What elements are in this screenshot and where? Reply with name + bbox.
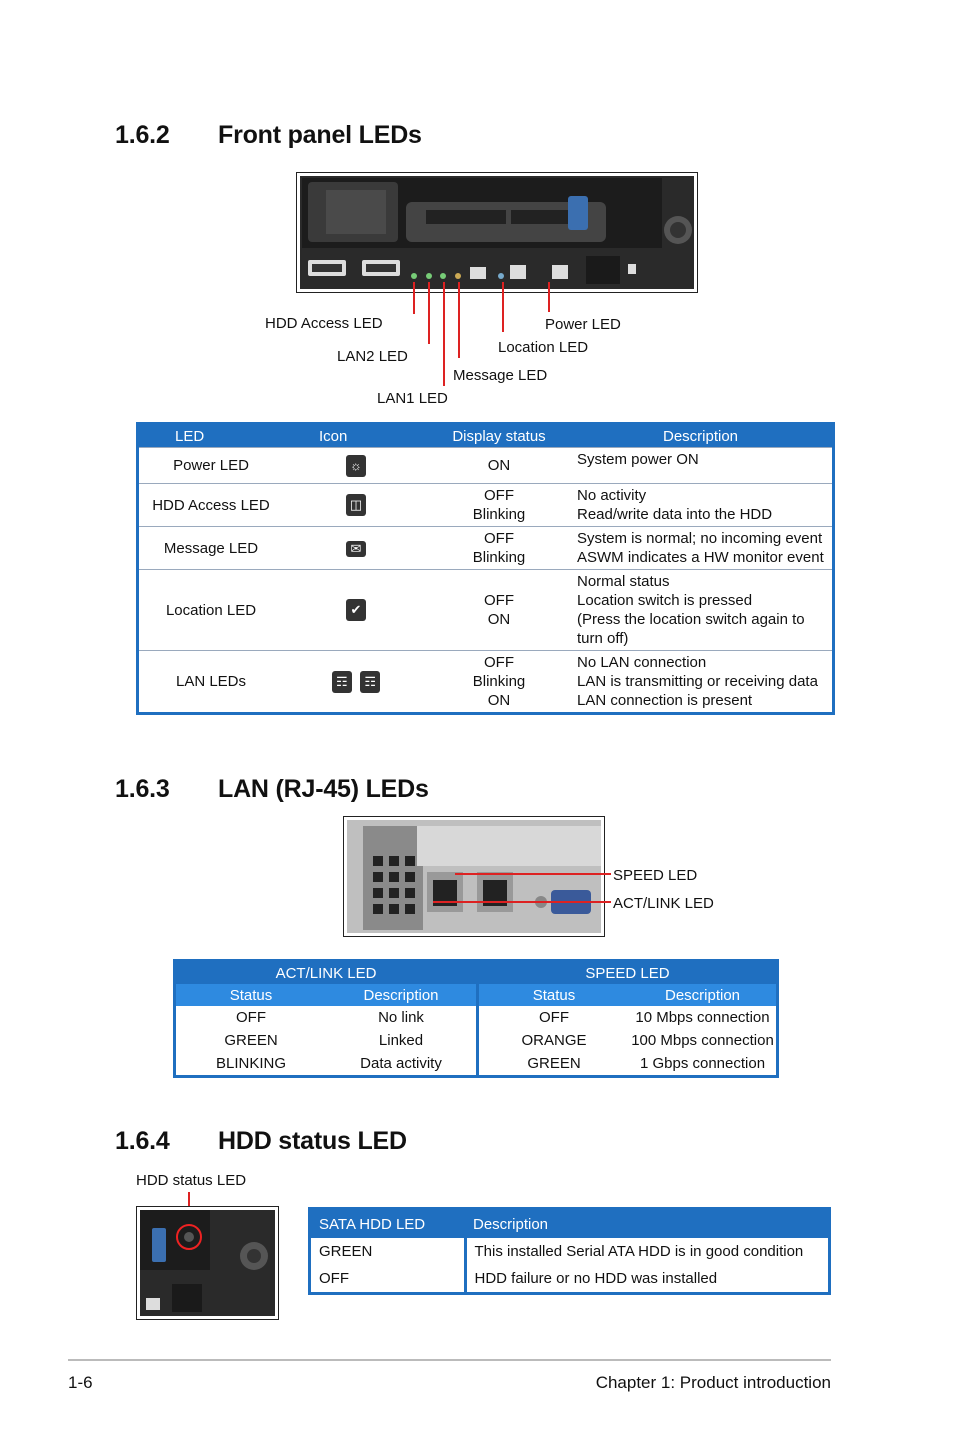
cell: No link (378, 1009, 424, 1026)
rear-lan-photo (343, 816, 605, 937)
callout-hdd-access: HDD Access LED (265, 315, 383, 332)
status-line: OFF (484, 530, 514, 547)
cell: OFF (319, 1270, 349, 1287)
table-row (310, 1238, 830, 1265)
callout-act-link-led: ACT/LINK LED (613, 895, 714, 912)
desc-line: Read/write data into the HDD (577, 506, 773, 523)
location-icon: ✔ (283, 570, 429, 651)
status-line: ON (487, 457, 511, 474)
desc-line: Location switch is pressed (577, 592, 753, 609)
section-number: 1.6.4 (115, 1127, 170, 1155)
led-name: Power LED (138, 448, 284, 484)
cell: GREEN (319, 1243, 373, 1260)
footer-divider (68, 1359, 831, 1361)
lan-led-table (173, 959, 779, 1078)
callout-line-lan1 (443, 282, 445, 386)
led-description (569, 448, 834, 484)
desc-line: (Press the location switch again to turn off) (577, 611, 805, 647)
group-act-link: ACT/LINK LED (275, 964, 377, 982)
cell: GREEN (478, 1052, 630, 1077)
header-description: Description (473, 1215, 549, 1233)
callout-line-speed (455, 873, 611, 875)
section-title: HDD status LED (218, 1127, 407, 1155)
table-row (138, 570, 834, 651)
header-description: Description (662, 427, 739, 445)
status-line: OFF (484, 592, 514, 609)
callout-lan2: LAN2 LED (337, 348, 408, 365)
page-number: 1-6 (68, 1373, 93, 1392)
cell: OFF (478, 1006, 630, 1029)
header-icon: Icon (319, 427, 348, 445)
callout-power: Power LED (545, 316, 621, 333)
led-description (569, 484, 834, 527)
cell: HDD failure or no HDD was installed (465, 1265, 830, 1294)
front-panel-photo (296, 172, 698, 293)
led-name: HDD Access LED (138, 484, 284, 527)
chapter-title: Chapter 1: Product introduction (595, 1373, 831, 1392)
subheader-status: Status (175, 984, 327, 1006)
status-line: OFF (484, 654, 514, 671)
led-description (569, 570, 834, 651)
callout-hdd-status-led: HDD status LED (136, 1172, 247, 1189)
led-name: Message LED (138, 527, 284, 570)
callout-message: Message LED (453, 367, 548, 384)
cell: Data activity (360, 1055, 442, 1072)
desc-line: No LAN connection (577, 654, 707, 671)
network-icon: ☶ ☶ (283, 651, 429, 714)
cell: This installed Serial ATA HDD is in good condition (465, 1238, 830, 1265)
led-name: Location LED (138, 570, 284, 651)
cell: ORANGE (478, 1029, 630, 1052)
subheader-description: Description (629, 984, 778, 1006)
section-number: 1.6.2 (115, 121, 170, 149)
desc-line: ASWM indicates a HW monitor event (577, 549, 824, 566)
subheader-description: Description (326, 984, 478, 1006)
desc-line: System is normal; no incoming event (577, 530, 823, 547)
table-group-header-row (175, 961, 778, 985)
callout-line-location (502, 282, 504, 332)
table-row (310, 1265, 830, 1294)
header-sata-hdd-led: SATA HDD LED (319, 1215, 426, 1233)
callout-line-lan2 (428, 282, 430, 344)
callout-line-message (458, 282, 460, 358)
callout-location: Location LED (498, 339, 589, 356)
table-row (175, 1006, 778, 1029)
desc-line: LAN connection is present (577, 692, 753, 709)
subheader-status: Status (478, 984, 630, 1006)
desc-line: No activity (577, 487, 647, 504)
front-panel-led-table (136, 422, 835, 715)
desc-line: Normal status (577, 573, 670, 590)
status-line: Blinking (472, 673, 526, 690)
table-row (138, 448, 834, 484)
cell: 10 Mbps connection (635, 1009, 770, 1026)
table-row (175, 1052, 778, 1077)
status-line: OFF (484, 487, 514, 504)
table-row (138, 527, 834, 570)
status-line: Blinking (472, 549, 526, 566)
callout-speed-led: SPEED LED (613, 867, 698, 884)
cell: 1 Gbps connection (639, 1055, 766, 1072)
hdd-tray-photo (136, 1206, 279, 1320)
led-description (569, 651, 834, 714)
section-title: LAN (RJ-45) LEDs (218, 775, 429, 803)
display-status (429, 448, 569, 484)
desc-line: System power ON (577, 451, 699, 468)
table-header-row (138, 424, 834, 448)
display-status (429, 527, 569, 570)
table-row (138, 484, 834, 527)
status-line: ON (487, 611, 511, 628)
hdd-icon: ◫ (283, 484, 429, 527)
cell: BLINKING (215, 1055, 287, 1072)
callout-lan1: LAN1 LED (377, 390, 448, 407)
cell: 100 Mbps connection (631, 1032, 774, 1049)
led-name: LAN LEDs (138, 651, 284, 714)
table-header-row (310, 1209, 830, 1239)
display-status (429, 651, 569, 714)
hdd-status-led-table (308, 1207, 831, 1295)
section-number: 1.6.3 (115, 775, 170, 803)
cell: Linked (378, 1032, 424, 1049)
cell: OFF (236, 1009, 266, 1026)
callout-line-hdd-access (413, 282, 415, 314)
table-subheader-row (175, 984, 778, 1006)
section-title: Front panel LEDs (218, 121, 422, 149)
header-display-status: Display status (452, 427, 546, 445)
display-status (429, 484, 569, 527)
callout-line-act-link (433, 901, 611, 903)
envelope-icon: ✉ (283, 527, 429, 570)
status-line: Blinking (472, 506, 526, 523)
led-description (569, 527, 834, 570)
table-row (175, 1029, 778, 1052)
group-speed: SPEED LED (478, 961, 778, 985)
cell: GREEN (224, 1032, 278, 1049)
lightbulb-icon: ☼ (283, 448, 429, 484)
display-status (429, 570, 569, 651)
desc-line: LAN is transmitting or receiving data (577, 673, 818, 690)
table-row (138, 651, 834, 714)
callout-line-power (548, 282, 550, 312)
header-led: LED (175, 427, 205, 445)
status-line: ON (487, 692, 511, 709)
